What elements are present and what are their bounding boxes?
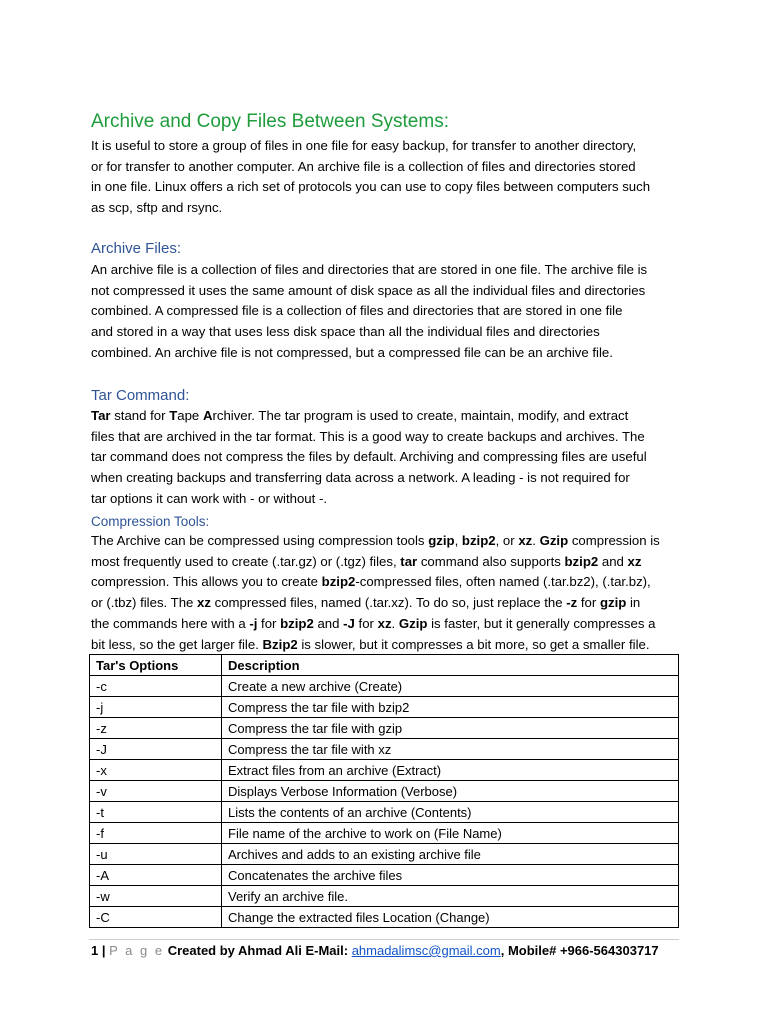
tar-command-heading: Tar Command: (91, 387, 190, 404)
archive-line: An archive file is a collection of files and directories that are stored in one file. The archive file is (91, 262, 648, 277)
page-label: P a g e (109, 943, 165, 958)
tar-line: tar command does not compress the files by default. Archiving and compressing files are useful (91, 449, 647, 465)
table-row (90, 718, 679, 739)
footer-separator: | (101, 943, 106, 958)
footer-mobile: , Mobile# +966-564303717 (500, 943, 659, 958)
table-row (90, 844, 679, 865)
page-number: 1 (91, 943, 99, 958)
table-row (90, 823, 679, 844)
archive-line: and stored in a way that uses less disk space than all the individual files and directories (91, 324, 600, 340)
table-row (90, 886, 679, 907)
option-cell: -z (90, 718, 222, 739)
table-row (90, 907, 679, 928)
compression-line: or (.tbz) files. The xz compressed files, named (.tar.xz). To do so, just replace the -z for gzip in (91, 595, 641, 611)
table-header-cell: Description (222, 655, 679, 676)
compression-line: the commands here with a -j for bzip2 and -J for xz. Gzip is faster, but it generally compresses a (91, 615, 656, 631)
archive-files-paragraph (91, 260, 681, 364)
intro-line: in one file. Linux offers a rich set of protocols you can use to copy files between computers such (91, 179, 651, 195)
tar-line: tar options it can work with - or without -. (91, 490, 327, 506)
compression-tools-heading: Compression Tools: (91, 514, 210, 529)
description-cell: Compress the tar file with bzip2 (222, 697, 679, 718)
table-row (90, 739, 679, 760)
option-cell: -f (90, 823, 222, 844)
archive-line: combined. A compressed file is a collection of files and directories that are stored in one file (91, 303, 623, 319)
tar-command-paragraph (91, 406, 681, 510)
description-cell: File name of the archive to work on (File Name) (222, 823, 679, 844)
option-cell: -v (90, 781, 222, 802)
table-row (90, 802, 679, 823)
archive-files-heading: Archive Files: (91, 240, 182, 257)
page-title: Archive and Copy Files Between Systems: (91, 111, 449, 132)
description-cell: Extract files from an archive (Extract) (222, 760, 679, 781)
table-row (90, 697, 679, 718)
archive-line: combined. An archive file is not compressed, but a compressed file can be an archive file. (91, 344, 613, 360)
option-cell: -A (90, 865, 222, 886)
option-cell: -j (90, 697, 222, 718)
table-row (90, 760, 679, 781)
compression-line: compression. This allows you to create bzip2-compressed files, often named (.tar.bz2), (.tar.bz), (91, 574, 651, 590)
description-cell: Compress the tar file with xz (222, 739, 679, 760)
compression-line: The Archive can be compressed using compression tools gzip, bzip2, or xz. Gzip compression is (91, 533, 660, 548)
intro-line: or for transfer to another computer. An archive file is a collection of files and directories stored (91, 158, 636, 174)
footer-divider (89, 939, 679, 940)
email-link[interactable]: ahmadalimsc@gmail.com (351, 943, 501, 958)
description-cell: Change the extracted files Location (Change) (222, 907, 679, 928)
compression-line: bit less, so the get larger file. Bzip2 is slower, but it compresses a bit more, so get a smaller file. (91, 636, 650, 652)
description-cell: Lists the contents of an archive (Contents) (222, 802, 679, 823)
description-cell: Concatenates the archive files (222, 865, 679, 886)
description-cell: Archives and adds to an existing archive file (222, 844, 679, 865)
page-footer (91, 942, 659, 960)
description-cell: Compress the tar file with gzip (222, 718, 679, 739)
option-cell: -C (90, 907, 222, 928)
option-cell: -w (90, 886, 222, 907)
option-cell: -x (90, 760, 222, 781)
table-row (90, 676, 679, 697)
option-cell: -t (90, 802, 222, 823)
table-row (90, 781, 679, 802)
compression-line: most frequently used to create (.tar.gz) or (.tgz) files, tar command also supports bzip2 and xz (91, 553, 642, 569)
description-cell: Create a new archive (Create) (222, 676, 679, 697)
footer-credit: Created by Ahmad Ali E-Mail: (167, 943, 349, 958)
intro-line: as scp, sftp and rsync. (91, 200, 223, 216)
option-cell: -J (90, 739, 222, 760)
description-cell: Verify an archive file. (222, 886, 679, 907)
archive-line: not compressed it uses the same amount of disk space as all the individual files and directories (91, 282, 646, 298)
table-header-cell: Tar's Options (90, 655, 222, 676)
intro-line: It is useful to store a group of files in one file for easy backup, for transfer to another directory, (91, 138, 637, 153)
tar-options-table (89, 654, 679, 928)
tar-line: Tar stand for Tape Archiver. The tar program is used to create, maintain, modify, and extract (91, 408, 629, 423)
table-header-row (90, 655, 679, 676)
intro-paragraph (91, 136, 681, 219)
compression-paragraph (91, 531, 681, 655)
tar-line: files that are archived in the tar format. This is a good way to create backups and archives. The (91, 428, 645, 444)
option-cell: -u (90, 844, 222, 865)
description-cell: Displays Verbose Information (Verbose) (222, 781, 679, 802)
table-row (90, 865, 679, 886)
option-cell: -c (90, 676, 222, 697)
tar-line: when creating backups and transferring data across a network. A leading - is not required for (91, 470, 630, 486)
